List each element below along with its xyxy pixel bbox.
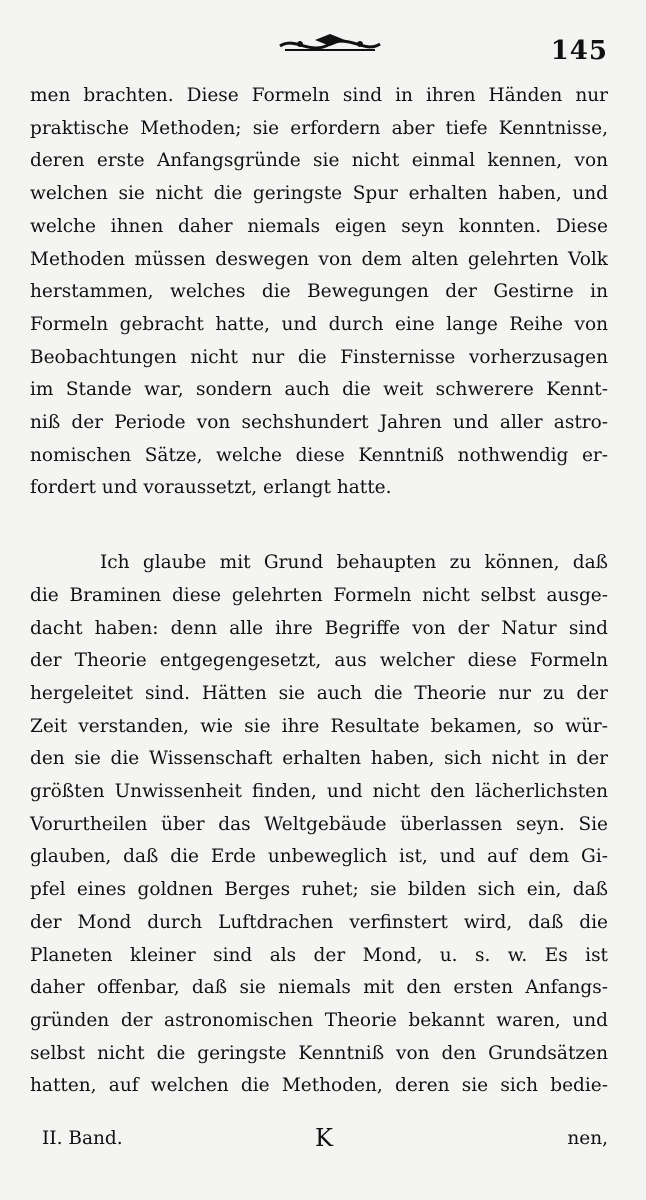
body-text — [30, 80, 608, 1103]
text-line: Zeit verstanden, wie sie ihre Resultate bekamen, so wür- — [30, 715, 608, 737]
text-line: niß der Periode von sechshundert Jahren und aller astro- — [30, 412, 608, 434]
text-line: im Stande war, sondern auch die weit schwerere Kennt- — [30, 379, 608, 401]
text-line: praktische Methoden; sie erfordern aber tiefe Kenntnisse, — [30, 117, 608, 139]
text-line: Planeten kleiner sind als der Mond, u. s. w. Es ist — [30, 944, 608, 966]
text-line: glauben, daß die Erde unbeweglich ist, und auf dem Gi- — [30, 846, 608, 868]
text-line: nomischen Sätze, welche diese Kenntniß nothwendig er- — [30, 444, 608, 466]
page-header — [0, 22, 646, 72]
text-line: Beobachtungen nicht nur die Finsternisse vorherzusagen — [30, 346, 608, 368]
text-line: hatten, auf welchen die Methoden, deren sie sich bedie- — [30, 1075, 608, 1097]
text-line: Formeln gebracht hatte, und durch eine lange Reihe von — [30, 313, 608, 335]
text-line: welche ihnen daher niemals eigen seyn konnten. Diese — [30, 215, 608, 237]
text-line: der Theorie entgegengesetzt, aus welcher diese Formeln — [30, 650, 608, 672]
catchword: nen, — [567, 1128, 608, 1149]
paragraph-gap — [30, 505, 608, 547]
text-line: den sie die Wissenschaft erhalten haben, sich nicht in der — [30, 748, 608, 770]
paragraph — [30, 80, 608, 505]
text-line: daher offenbar, daß sie niemals mit den ersten Anfangs- — [30, 977, 608, 999]
text-line: die Braminen diese gelehrten Formeln nicht selbst ausge- — [30, 584, 608, 606]
text-line: Vorurtheilen über das Weltgebäude überlassen seyn. Sie — [30, 813, 608, 835]
text-line: gründen der astronomischen Theorie bekannt waren, und — [30, 1009, 608, 1031]
text-line: welchen sie nicht die geringste Spur erhalten haben, und — [30, 183, 608, 205]
text-line: dacht haben: denn alle ihre Begriffe von der Natur sind — [30, 617, 608, 639]
text-line: herstammen, welches die Bewegungen der Gestirne in — [30, 281, 608, 303]
text-line: deren erste Anfangsgründe sie nicht einmal kennen, von — [30, 150, 608, 172]
paragraph — [30, 547, 608, 1103]
page-number: 145 — [550, 36, 608, 66]
text-line: fordert und voraussetzt, erlangt hatte. — [30, 477, 392, 499]
signature-mark: K — [315, 1124, 333, 1152]
text-line: größten Unwissenheit finden, und nicht den lächerlichsten — [30, 781, 608, 803]
text-line: Ich glaube mit Grund behaupten zu können, daß — [100, 552, 608, 574]
text-line: hergeleitet sind. Hätten sie auch die Theorie nur zu der — [30, 682, 608, 704]
volume-signature: II. Band. — [42, 1128, 123, 1149]
text-line: men brachten. Diese Formeln sind in ihren Händen nur — [30, 85, 608, 106]
text-line: pfel eines goldnen Berges ruhet; sie bilden sich ein, daß — [30, 879, 608, 901]
text-line: selbst nicht die geringste Kenntniß von den Grundsätzen — [30, 1042, 608, 1064]
ornament-icon — [275, 30, 385, 60]
text-line: Methoden müssen deswegen von dem alten gelehrten Volk — [30, 248, 608, 270]
text-line: der Mond durch Luftdrachen verfinstert wird, daß die — [30, 911, 608, 933]
page-footer — [30, 1124, 608, 1168]
